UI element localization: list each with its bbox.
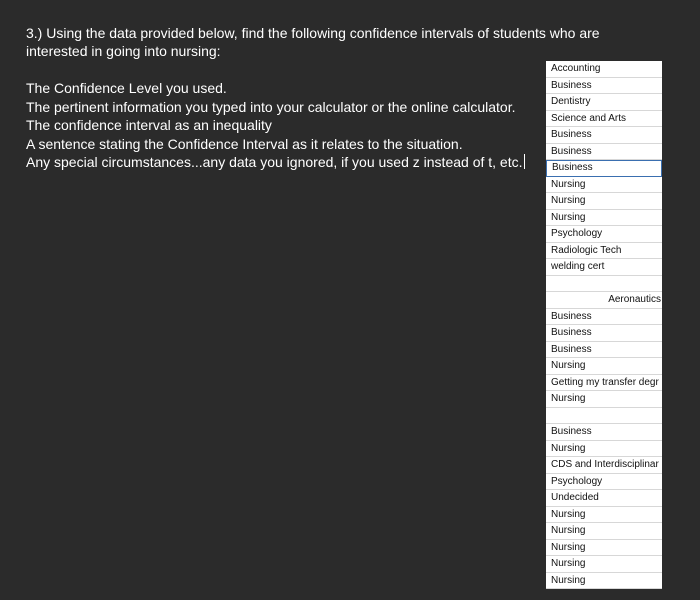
spreadsheet-cell[interactable]: Nursing <box>546 210 662 227</box>
spreadsheet-cell[interactable]: Nursing <box>546 573 662 590</box>
question-item: The pertinent information you typed into your calculator or the online calculator. <box>26 98 516 115</box>
spreadsheet-column[interactable] <box>546 61 662 589</box>
spreadsheet-cell[interactable]: Nursing <box>546 523 662 540</box>
spreadsheet-cell[interactable]: Nursing <box>546 193 662 210</box>
spreadsheet-cell[interactable]: Business <box>546 342 662 359</box>
spreadsheet-cell[interactable]: Dentistry <box>546 94 662 111</box>
spreadsheet-cell[interactable]: Psychology <box>546 226 662 243</box>
spreadsheet-cell[interactable] <box>546 276 662 293</box>
spreadsheet-cell[interactable]: Business <box>546 78 662 95</box>
spreadsheet-cell[interactable]: welding cert <box>546 259 662 276</box>
spreadsheet-cell[interactable]: Business <box>546 424 662 441</box>
spreadsheet-cell[interactable]: CDS and Interdisciplinar <box>546 457 662 474</box>
spreadsheet-cell[interactable]: Aeronautics <box>546 292 662 309</box>
question-text <box>26 24 626 172</box>
spreadsheet-cell[interactable]: Radiologic Tech <box>546 243 662 260</box>
spreadsheet-cell[interactable]: Nursing <box>546 391 662 408</box>
spreadsheet-cell[interactable]: Undecided <box>546 490 662 507</box>
spreadsheet-cell[interactable]: Science and Arts <box>546 111 662 128</box>
question-item-last <box>26 153 626 172</box>
spreadsheet-cell[interactable]: Nursing <box>546 358 662 375</box>
spreadsheet-cell[interactable]: Nursing <box>546 177 662 194</box>
question-title: 3.) Using the data provided below, find the following confidence intervals of students who are interested in going into nursing: <box>26 25 600 59</box>
spreadsheet-cell[interactable]: Nursing <box>546 540 662 557</box>
spreadsheet-cell[interactable]: Business <box>546 160 662 177</box>
spreadsheet-cell[interactable]: Psychology <box>546 474 662 491</box>
text-cursor <box>524 154 525 169</box>
spreadsheet-cell[interactable]: Business <box>546 309 662 326</box>
spreadsheet-cell[interactable]: Nursing <box>546 556 662 573</box>
question-items <box>26 79 626 172</box>
question-item: A sentence stating the Confidence Interval as it relates to the situation. <box>26 135 463 152</box>
spreadsheet-cell[interactable]: Nursing <box>546 441 662 458</box>
question-item: The confidence interval as an inequality <box>26 117 272 133</box>
spreadsheet-cell[interactable] <box>546 408 662 425</box>
spreadsheet-cell[interactable]: Accounting <box>546 61 662 78</box>
spreadsheet-cell[interactable]: Business <box>546 127 662 144</box>
spreadsheet-cell[interactable]: Getting my transfer degr <box>546 375 662 392</box>
spreadsheet-cell[interactable]: Business <box>546 325 662 342</box>
spreadsheet-cell[interactable]: Nursing <box>546 507 662 524</box>
spreadsheet-cell[interactable]: Business <box>546 144 662 161</box>
question-item: Any special circumstances...any data you ignored, if you used z instead of t, etc. <box>26 154 523 170</box>
question-item: The Confidence Level you used. <box>26 80 227 96</box>
